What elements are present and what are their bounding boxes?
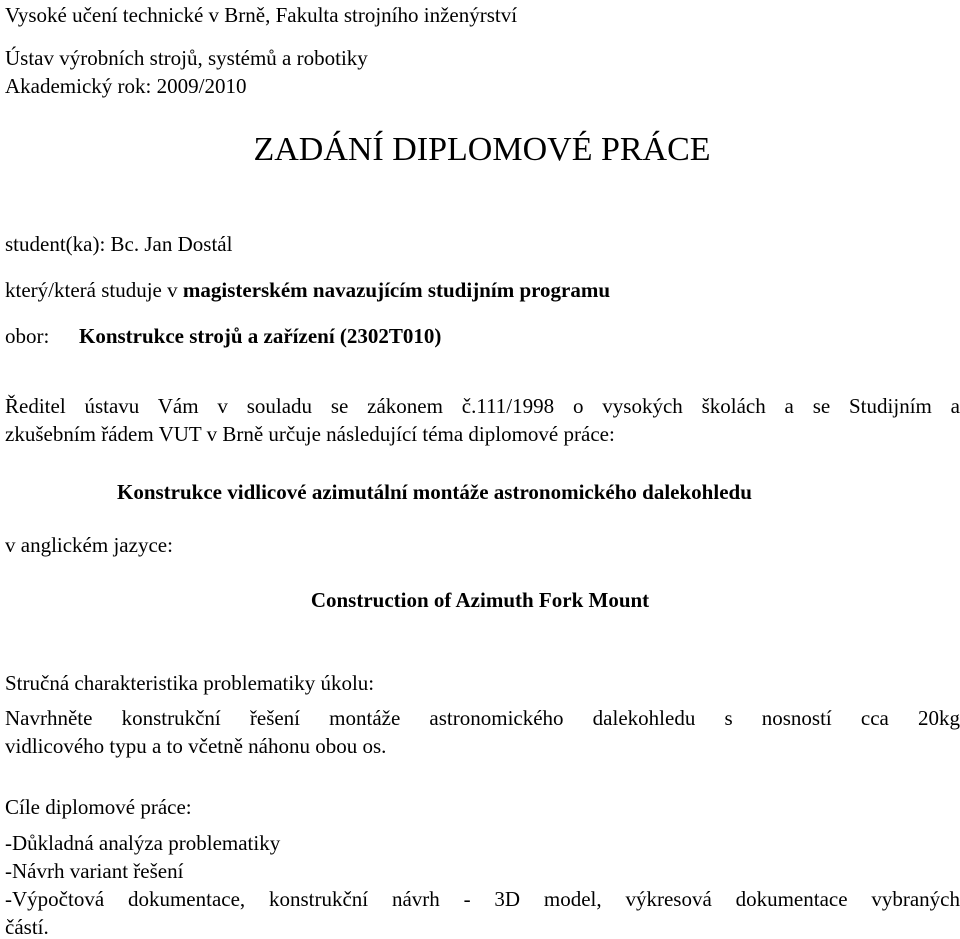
page-title: ZADÁNÍ DIPLOMOVÉ PRÁCE <box>253 131 711 168</box>
characteristics-heading: Stručná charakteristika problematiky úkolu: <box>5 671 375 695</box>
topic-czech: Konstrukce vidlicové azimutální montáže astronomického dalekohledu <box>117 480 752 504</box>
field-label: obor: <box>5 324 50 348</box>
field-value <box>79 326 441 347</box>
intro-line-1: Ředitel ústavu Vám v souladu se zákonem č.111/1998 o vysokých školách a se Studijním a <box>5 394 960 418</box>
student-line: student(ka): Bc. Jan Dostál <box>5 232 233 256</box>
institute-line: Ústav výrobních strojů, systémů a robotiky <box>5 46 368 70</box>
academic-year: Akademický rok: 2009/2010 <box>5 74 247 98</box>
characteristics-line-2: vidlicového typu a to včetně náhonu obou os. <box>5 734 387 758</box>
goal-item: -Důkladná analýza problematiky <box>5 831 281 855</box>
program-line <box>5 280 610 301</box>
topic-english: Construction of Azimuth Fork Mount <box>310 588 650 612</box>
intro-line-2: zkušebním řádem VUT v Brně určuje následující téma diplomové práce: <box>5 422 615 446</box>
program-name: magisterském navazujícím studijním programu <box>182 278 611 302</box>
program-prefix: který/která studuje v <box>5 278 183 302</box>
goal-item: -Návrh variant řešení <box>5 859 184 883</box>
characteristics-line-1: Navrhněte konstrukční řešení montáže astronomického dalekohledu s nosností cca 20kg <box>5 706 960 730</box>
goals-heading: Cíle diplomové práce: <box>5 795 192 819</box>
goal-item-3-line-1: -Výpočtová dokumentace, konstrukční návrh - 3D model, výkresová dokumentace vybraných <box>5 887 960 911</box>
goal-item-3-line-2: částí. <box>5 915 49 939</box>
university-line: Vysoké učení technické v Brně, Fakulta strojního inženýrství <box>5 3 518 27</box>
english-label: v anglickém jazyce: <box>5 533 173 557</box>
field-value-text: Konstrukce strojů a zařízení (2302T010) <box>79 324 442 348</box>
